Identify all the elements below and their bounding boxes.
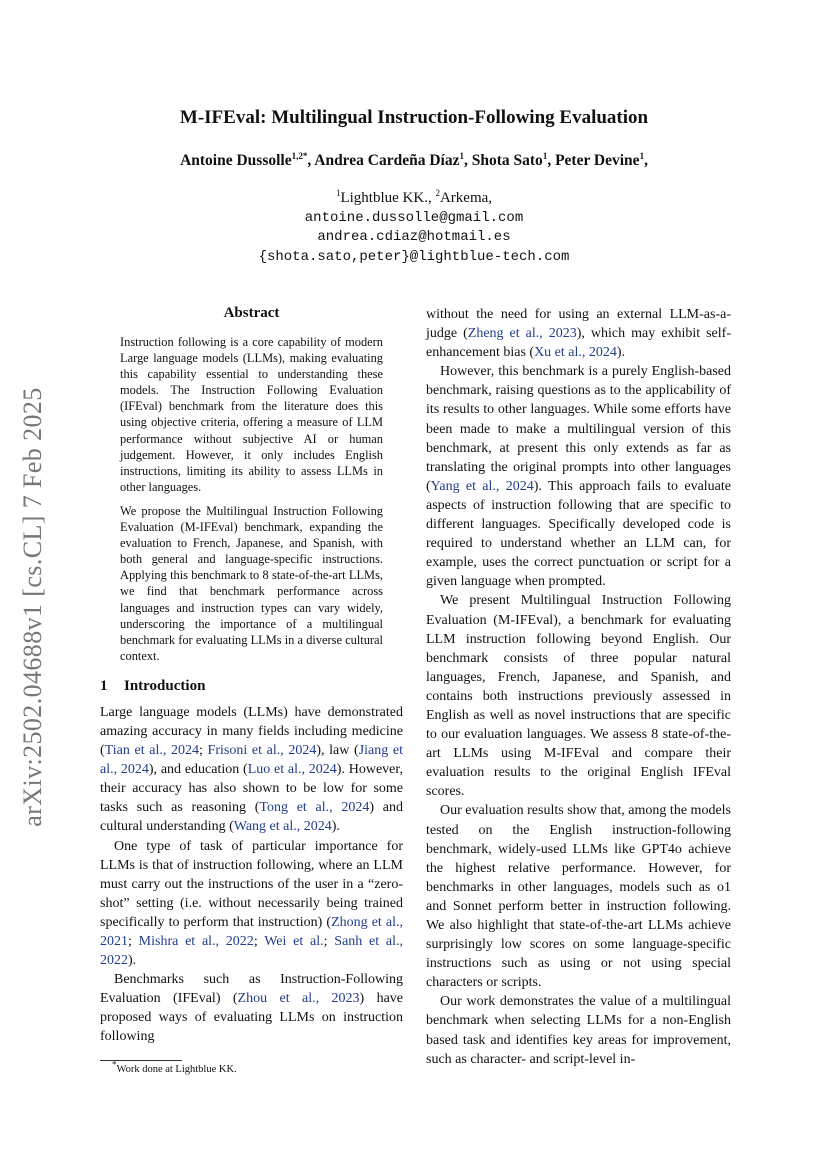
- text-run: ). However, their accuracy has also shown to be low for some tasks such as reasoning (: [100, 762, 403, 816]
- citation-link[interactable]: Yang et al., 2024: [430, 478, 534, 494]
- left-column: [100, 305, 403, 1047]
- email-2: andrea.cdiaz@hotmail.es: [317, 229, 511, 245]
- text-run: without the need for using an external LLM-as-a-judge (: [426, 307, 731, 342]
- abstract-paragraph-2: We propose the Multilingual Instruction Following Evaluation (M-IFEval) benchmark, expanding the evaluation to French, Japanese, and Spanish, with both general and language-specific instructions. Applying this benchmark to 8 state-of-the-art LLMs, we find that benchmark performance across languages and instruction types can vary widely, underscoring the importance of a multilingual benchmark for evaluating LLMs in a diverse cultural context.: [120, 503, 383, 663]
- citation-link[interactable]: Jiang et al., 2024: [100, 743, 404, 778]
- text-run: Our evaluation results show that, among the models tested on the English instruction-following benchmark, widely-used LLMs like GPT4o achieve the highest relative performance. However, for benchmarks in other languages, models such as o1 and Sonnet perform better in instruction following. We also highlight that state-of-the-art LLMs achieve surprisingly low scores on some language-specific instructions such as using or not using special characters or scripts.: [426, 803, 731, 991]
- email-3: {shota.sato,peter}@lightblue-tech.com: [258, 248, 570, 265]
- text-run: However, this benchmark is a purely English-based benchmark, raising questions as to the applicability of its results to other languages. While some efforts have been made to make a multilingual version of this benchmark, at present this only extends as far as translating the original prompts into other languages (: [426, 364, 731, 494]
- footnote: *Work done at Lightblue KK.: [112, 1059, 237, 1075]
- text-run: We present Multilingual Instruction Following Evaluation (M-IFEval), a benchmark for evaluating LLM instruction following beyond English. Our benchmark consists of three popular natural languages, French, Japanese, and Spanish, and contains both instructions previously assessed in English as well as novel instructions that are specific to our evaluation languages. We assess 8 state-of-the-art LLMs using M-IFEval and compare their evaluation results to the original English IFEval scores.: [426, 593, 731, 800]
- intro-paragraph-1: [100, 703, 403, 837]
- citation-link[interactable]: Luo et al., 2024: [247, 762, 337, 778]
- citation-link[interactable]: Sanh et al., 2022: [100, 934, 404, 969]
- right-paragraph-1: [426, 362, 731, 591]
- text-run: ).: [128, 953, 137, 969]
- text-run: ;: [253, 934, 265, 949]
- text-run: One type of task of particular importance for LLMs is that of instruction following, where an LLM must carry out the instructions of the user in a “zero-shot” setting (i.e. without necessarily being trained specifically to perform that instruction) (: [100, 838, 403, 930]
- citation-link[interactable]: Tong et al., 2024: [259, 800, 370, 816]
- right-paragraph-3: [426, 801, 731, 992]
- citation-link[interactable]: Wei et al.: [264, 934, 324, 949]
- text-run: ;: [128, 934, 139, 949]
- citation-link[interactable]: Wang et al., 2024: [233, 819, 332, 835]
- abstract-paragraph-1: Instruction following is a core capability of modern Large language models (LLMs), making evaluating this capability essential to understanding these models. The Instruction Following Evaluation (IFEval) benchmark from the literature does this using objective criteria, offering a measure of LLM performance without subjective AI or human judgement. However, it only includes English instructions, limiting its ability to assess LLMs in other languages.: [120, 335, 383, 494]
- author-3: Shota Sato$^1$: [471, 150, 548, 169]
- text-run: ) have proposed ways of evaluating LLMs on instruction following: [100, 991, 404, 1045]
- author-list: Antoine Dussolle$^{1,2*}$, Andrea Cardeña Díaz$^1$, Shota Sato$^1$, Peter Devine$^1$,: [180, 150, 648, 169]
- affiliation-line: $^1$Lightblue KK., $^2$Arkema,: [335, 188, 493, 206]
- author-1: Antoine Dussolle$^{1,2*}$: [180, 150, 308, 169]
- text-run: ). This approach fails to evaluate aspects of instruction following that are specific to different languages. Specifically developed code is required to understand whether an LLM can, for example, uses the correct punctuation or script for a given language when prompted.: [426, 478, 731, 590]
- text-run: ;: [323, 934, 335, 949]
- arxiv-id-stamp: arXiv:2502.04688v1 [cs.CL] 7 Feb 2025: [18, 387, 47, 827]
- paper-title: M-IFEval: Multilingual Instruction-Following Evaluation: [179, 107, 649, 128]
- text-run: ) and cultural understanding (: [100, 800, 403, 835]
- text-run: ).: [331, 819, 340, 835]
- text-run: ).: [616, 345, 626, 361]
- text-run: ;: [198, 743, 208, 759]
- text-run: Our work demonstrates the value of a multilingual benchmark when selecting LLMs for a non-English based task and identifies key areas for improvement, such as character- and script-level in-: [426, 994, 731, 1067]
- text-run: ), law (: [316, 743, 359, 759]
- author-4: Peter Devine$^1$: [555, 150, 645, 169]
- abstract-heading: Abstract: [223, 305, 280, 321]
- citation-link[interactable]: Frisoni et al., 2024: [207, 743, 317, 759]
- author-2: Andrea Cardeña Díaz$^1$: [314, 150, 464, 169]
- citation-link[interactable]: Zhong et al., 2021: [100, 914, 403, 949]
- citation-link[interactable]: Zhou et al., 2023: [237, 991, 360, 1007]
- citation-link[interactable]: Xu et al., 2024: [534, 345, 617, 361]
- right-paragraph-0: [426, 305, 731, 362]
- text-run: Benchmarks such as Instruction-Following Evaluation (IFEval) (: [100, 972, 403, 1007]
- citation-link[interactable]: Mishra et al., 2022: [138, 934, 254, 949]
- section-heading-introduction: 1 Introduction: [100, 677, 206, 694]
- right-paragraph-2: [426, 591, 731, 801]
- text-run: ), which may exhibit self-enhancement bias (: [426, 326, 731, 361]
- right-column: [426, 305, 731, 1069]
- intro-paragraph-3: [100, 970, 403, 1046]
- affiliations: [100, 189, 728, 267]
- email-1: antoine.dussolle@gmail.com: [304, 209, 524, 226]
- text-run: Large language models (LLMs) have demonstrated amazing accuracy in many fields including medicine (: [100, 704, 403, 759]
- citation-link[interactable]: Tian et al., 2024: [104, 743, 199, 759]
- text-run: ), and education (: [148, 762, 248, 778]
- citation-link[interactable]: Zheng et al., 2023: [467, 326, 577, 342]
- right-paragraph-4: [426, 992, 731, 1068]
- intro-paragraph-2: [100, 837, 403, 971]
- arxiv-sidebar: [8, 372, 58, 842]
